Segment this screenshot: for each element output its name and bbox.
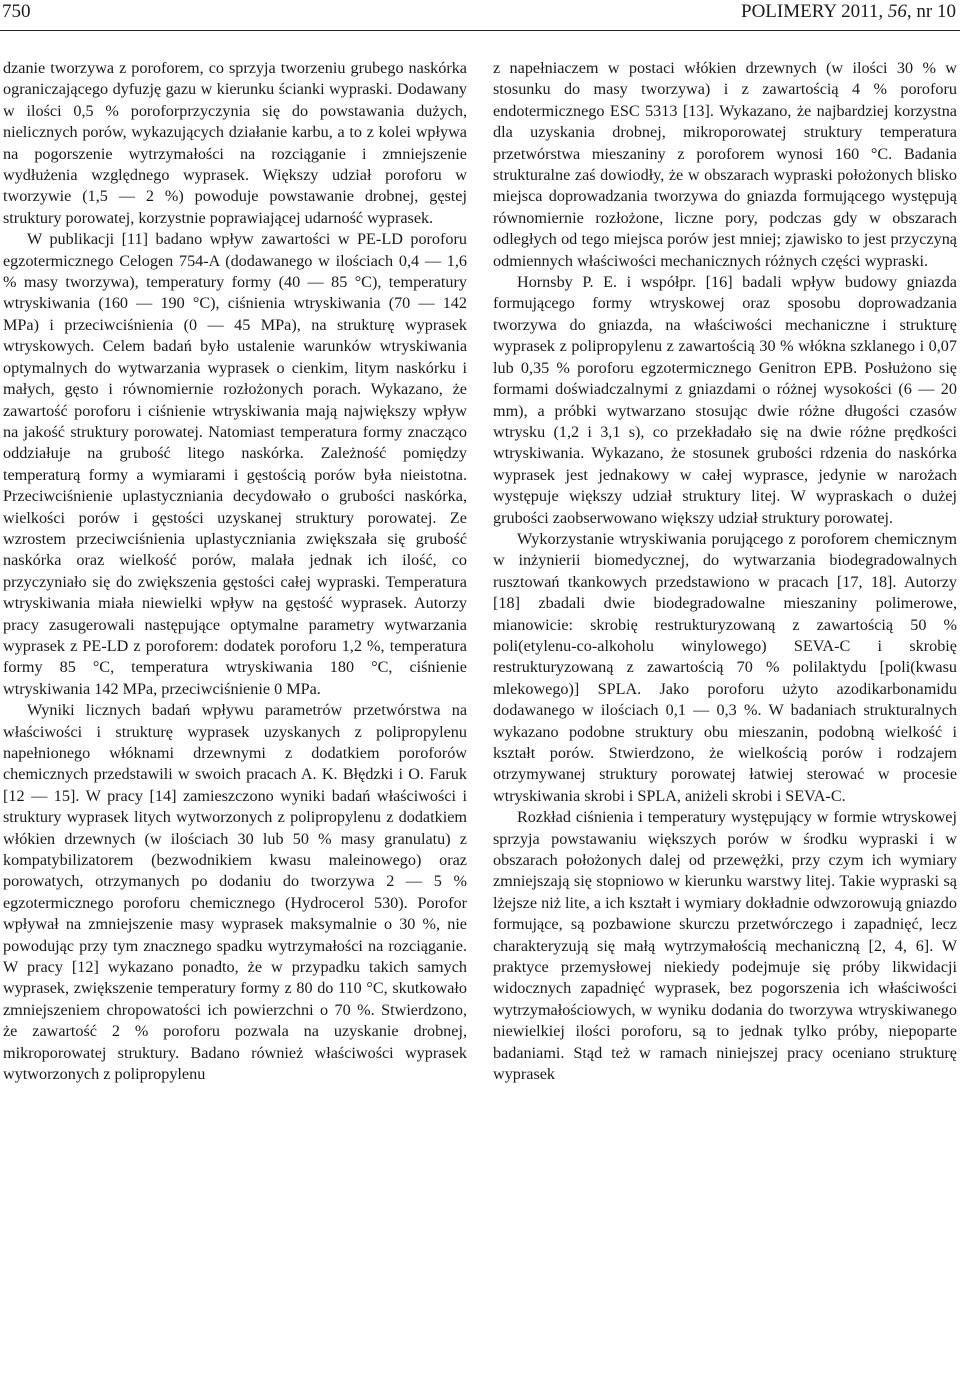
- paragraph: W publikacji [11] badano wpływ zawartości w PE-LD poroforu egzotermicznego Celogen 754-A (dodawanego w ilościach 0,4 — 1,6 % masy tworzywa), temperatury formy (40 — 85 °C), temperatury wtryskiwania (160 — 190 °C), ciśnienia wtryskiwania (70 — 142 MPa) i przeciwciśnienia (0 — 45 MPa), na strukturę wyprasek wtryskowych. Celem badań było ustalenie warunków wtryskiwania optymalnych do wytwarzania wyprasek o cienkim, litym naskórku i małych, gęsto i równomiernie rozłożonych porach. Wykazano, że zawartość poroforu i ciśnienie wtryskiwania mają największy wpływ na jakość struktury porowatej. Natomiast temperatura formy znacząco oddziałuje na grubość litego naskórka. Zależność pomiędzy temperaturą formy a wymiarami i gęstością porów była nieistotna. Przeciwciśnienie uplastyczniania decydowało o grubości naskórka, wielkości porów i gęstości uzyskanej struktury porowatej. Ze wzrostem przeciwciśnienia uplastyczniania zwiększała się grubość naskórka oraz wielkość porów, malała jednak ich ilość, co przyczyniało się do zwiększenia gęstości całej wypraski. Temperatura wtryskiwania miała niewielki wpływ na gęstość wyprasek. Autorzy pracy zasugerowali następujące optymalne parametry wytwarzania wyprasek z PE-LD z poroforem: dodatek poroforu 1,2 %, temperatura formy 85 °C, temperatura wtryskiwania 180 °C, ciśnienie wtryskiwania 142 MPa, przeciwciśnienie 0 MPa.: [3, 230, 467, 698]
- paragraph: z napełniaczem w postaci włókien drzewnych (w ilości 30 % w stosunku do masy tworzywa) i z zawartością 4 % poroforu endotermicznego ESC 5313 [13]. Wykazano, że najbardziej korzystna dla uzyskania drobnej, mikroporowatej struktury temperatura przetwórstwa mieszaniny z poroforem wynosi 160 °C. Badania strukturalne zaś dowiodły, że w obszarach wypraski położonych blisko miejsca doprowadzania tworzywa do gniazda formującego występują równomiernie rozłożone, liczne pory, podczas gdy w obszarach odległych od tego miejsca porów jest mniej; zjawisko to jest przyczyną odmiennych właściwości mechanicznych różnych części wypraski.: [493, 59, 957, 270]
- right-column: [493, 58, 957, 1378]
- header-rule: [0, 30, 960, 31]
- journal-volume: 56: [887, 1, 907, 22]
- running-header: [0, 0, 960, 26]
- journal-reference: [741, 0, 956, 24]
- journal-name-year: POLIMERY 2011,: [741, 1, 888, 22]
- left-column: [3, 58, 467, 1378]
- paragraph: Rozkład ciśnienia i temperatury występujący w formie wtryskowej sprzyja powstawaniu większych porów w środku wypraski i w obszarach położonych dalej od przewężki, przy czym ich wymiary zmniejszają się stopniowo w kierunku warstwy litej. Takie wypraski są lżejsze niż lite, a ich kształt i wymiary dokładnie odwzorowują gniazdo formujące, są pozbawione skurczu przetwórczego i zapadnięć, lecz charakteryzują się małą wytrzymałością mechaniczną [2, 4, 6]. W praktyce przemysłowej niekiedy podejmuje się próby likwidacji widocznych zapadnięć wyprasek, bez pogorszenia ich właściwości wytrzymałościowych, w wyniku dodania do tworzywa wtryskiwanego niewielkiej ilości poroforu, są to jednak tylko próby, niepoparte badaniami. Stąd też w ramach niniejszej pracy oceniano strukturę wyprasek: [493, 808, 957, 1084]
- paragraph: Wykorzystanie wtryskiwania porującego z poroforem chemicznym w inżynierii biomedycznej, do wytwarzania biodegradowalnych rusztowań tkankowych przedstawiono w pracach [17, 18]. Autorzy [18] zbadali dwie biodegradowalne mieszaniny polimerowe, mianowicie: skrobię restrukturyzowaną z zawartością 50 % poli(etylenu-co-alkoholu winylowego) SEVA-C i skrobię restrukturyzowaną z zawartością 70 % polilaktydu [poli(kwasu mlekowego)] SPLA. Jako poroforu użyto azodikarbonamidu dodawanego w ilościach 0,1 — 0,3 %. W badaniach strukturalnych wykazano podobne struktury obu mieszanin, podobną wielkość i kształt porów. Stwierdzono, że wielkością porów i rodzajem otrzymywanej struktury porowatej łatwiej sterować w procesie wtryskiwania skrobi i SPLA, aniżeli skrobi i SEVA-C.: [493, 529, 957, 805]
- journal-issue: , nr 10: [906, 1, 956, 22]
- paragraph: dzanie tworzywa z poroforem, co sprzyja tworzeniu grubego naskórka ograniczającego dyfuzję gazu w kierunku ścianki wypraski. Dodawany w ilości 0,5 % poroforprzyczynia się do powstawania dużych, nielicznych porów, wykazujących działanie karbu, a to z kolei wpływa na pogorszenie wytrzymałości na rozciąganie i zmniejszenie wydłużenia względnego wyprasek. Większy udział poroforu w tworzywie (1,5 — 2 %) powoduje powstawanie drobnej, gęstej struktury porowatej, korzystnie poprawiającej udarność wyprasek.: [3, 59, 467, 227]
- paragraph: Wyniki licznych badań wpływu parametrów przetwórstwa na właściwości i strukturę wyprasek uzyskanych z polipropylenu napełnionego włóknami drzewnymi z dodatkiem poroforów chemicznych przedstawili w swoich pracach A. K. Błędzki i O. Faruk [12 — 15]. W pracy [14] zamieszczono wyniki badań właściwości i struktury wyprasek litych wytworzonych z polipropylenu z dodatkiem włókien drzewnych (w ilościach 30 lub 50 % masy granulatu) z kompatybilizatorem (bezwodnikiem kwasu maleinowego) oraz porowatych, otrzymanych po dodaniu do tworzywa 2 — 5 % egzotermicznego poroforu chemicznego (Hydrocerol 530). Porofor wpływał na zmniejszenie masy wyprasek maksymalnie o 30 %, nie powodując przy tym znacznego spadku wytrzymałości na rozciąganie. W pracy [12] wykazano ponadto, że w przypadku takich samych wyprasek, zwiększenie temperatury formy z 80 do 110 °C, skutkowało zmniejszeniem chropowatości ich powierzchni o 70 %. Stwierdzono, że zawartość 2 % poroforu pozwala na uzyskanie drobnej, mikroporowatej struktury. Badano również właściwości wyprasek wytworzonych z polipropylenu: [3, 701, 467, 1084]
- paragraph: Hornsby P. E. i współpr. [16] badali wpływ budowy gniazda formującego formy wtryskowej oraz sposobu doprowadzania tworzywa do gniazda, na właściwości mechaniczne i strukturę wyprasek z polipropylenu z zawartością 30 % włókna szklanego i 0,07 lub 0,35 % poroforu egzotermicznego Genitron EPB. Posłużono się formami doświadczalnymi z gniazdami o różnej wysokości (6 — 20 mm), a próbki wytwarzano stosując dwie różne długości czasów wtrysku (1,2 i 3,1 s), co przekładało się na dwie różne prędkości wtryskiwania. Wykazano, że stosunek grubości rdzenia do naskórka wyprasek jest jednakowy w całej wyprasce, jedynie w narożach występuje większy udział struktury litej. W wypraskach o dużej grubości zaobserwowano większy udział struktury porowatej.: [493, 273, 957, 527]
- page-number: 750: [2, 1, 31, 22]
